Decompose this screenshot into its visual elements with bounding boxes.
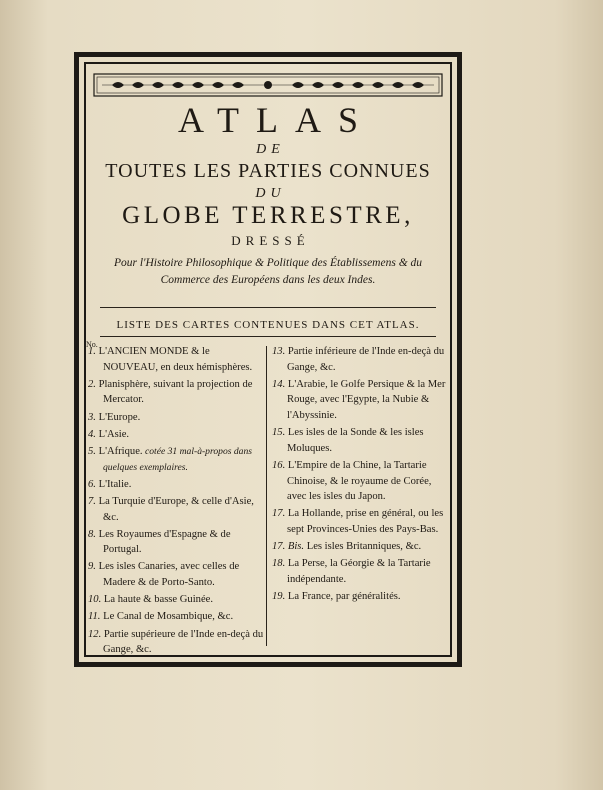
- right-column: [272, 344, 446, 606]
- item-title: L'Afrique.: [98, 445, 143, 457]
- item-title: Les isles Britanniques, &c.: [306, 541, 422, 553]
- item-number: 17.: [272, 508, 288, 520]
- item-number: 2.: [88, 378, 99, 390]
- item-title: L'Europe.: [98, 411, 141, 423]
- item-number: 1.: [88, 346, 99, 357]
- item-number: 3.: [88, 411, 99, 423]
- item-note: cotée 31 mal-à-propos dans quelques exemplaires.: [103, 445, 253, 473]
- item-title: La Turquie d'Europe, & celle d'Asie, &c.: [98, 495, 254, 523]
- list-item: [88, 377, 264, 408]
- item-title: Les isles Canaries, avec celles de Madere & de Porto-Santo.: [98, 561, 240, 589]
- line-dresse: DRESSÉ: [231, 233, 310, 248]
- list-item: [88, 627, 264, 658]
- item-title: Les Royaumes d'Espagne & de Portugal.: [98, 528, 231, 556]
- item-title: La Perse, la Géorgie & la Tartarie indépendante.: [287, 558, 431, 585]
- title-atlas: ATLAS: [177, 100, 375, 140]
- item-number: 17.: [272, 541, 288, 553]
- item-title: La haute & basse Guinée.: [103, 594, 214, 606]
- item-number: 7.: [88, 495, 99, 507]
- item-title: La France, par généralités.: [287, 591, 401, 603]
- item-title: Planisphère, suivant la projection de Mercator.: [98, 378, 253, 406]
- line-parties: TOUTES LES PARTIES CONNUES: [105, 160, 431, 182]
- item-title: L'Arabie, le Golfe Persique & la Mer Rouge, avec l'Egypte, la Nubie & l'Abyssinie.: [287, 378, 446, 421]
- ornament-band: [92, 70, 444, 100]
- line-de: DE: [256, 142, 285, 157]
- list-item: [272, 589, 446, 605]
- item-title: Les isles de la Sonde & les isles Moluques.: [287, 427, 424, 454]
- list-item: [272, 377, 446, 424]
- item-number: 5.: [88, 445, 99, 457]
- rule-top: [100, 307, 436, 308]
- item-bis: Bis.: [287, 541, 307, 553]
- item-title: Partie supérieure de l'Inde en-deçà du Gange, &c.: [103, 628, 264, 656]
- column-divider: [266, 346, 267, 646]
- list-item: [88, 344, 264, 375]
- item-number: 8.: [88, 528, 99, 540]
- line-globe: GLOBE TERRESTRE,: [122, 202, 414, 229]
- subtitle-line-1: Pour l'Histoire Philosophique & Politique des Établissemens & du: [113, 257, 423, 269]
- list-item: [88, 609, 264, 625]
- list-item: [88, 410, 264, 426]
- item-number: 14.: [272, 378, 288, 390]
- line-du: DU: [255, 186, 286, 201]
- item-number: 6.: [88, 478, 99, 490]
- list-heading: LISTE DES CARTES CONTENUES DANS CET ATLAS.: [116, 319, 420, 331]
- list-item: [272, 458, 446, 505]
- item-number: 10.: [88, 594, 104, 606]
- item-title: Partie inférieure de l'Inde en-deçà du Gange, &c.: [287, 346, 445, 373]
- item-title: L'Empire de la Chine, la Tartarie Chinoise, & le royaume de Corée, avec les isles du Japon.: [287, 459, 432, 503]
- item-title: La Hollande, prise en général, ou les sept Provinces-Unies des Pays-Bas.: [287, 508, 444, 535]
- list-item: [88, 427, 264, 443]
- item-number: 4.: [88, 428, 99, 440]
- item-number: 16.: [272, 459, 288, 471]
- item-title: L'Asie.: [98, 428, 130, 440]
- list-item: [88, 444, 264, 475]
- left-column: [88, 344, 264, 659]
- list-item: [88, 494, 264, 525]
- list-item: [272, 425, 446, 456]
- subtitle: [92, 255, 444, 289]
- item-number: 13.: [272, 346, 288, 357]
- list-item: [272, 506, 446, 537]
- list-item: [272, 539, 446, 555]
- item-title: Le Canal de Mosambique, &c.: [103, 611, 234, 623]
- number-label: No.: [86, 340, 98, 349]
- list-item: [272, 556, 446, 587]
- list-item: [88, 477, 264, 493]
- item-number: 9.: [88, 561, 99, 573]
- item-number: 15.: [272, 427, 288, 439]
- list-item: [88, 559, 264, 590]
- list-item: [88, 527, 264, 558]
- item-number: 19.: [272, 591, 288, 603]
- list-item: [272, 344, 446, 375]
- list-item: [88, 592, 264, 608]
- item-title: L'ANCIEN MONDE & le NOUVEAU, en deux hémisphères.: [98, 346, 253, 373]
- item-number: 11.: [88, 611, 104, 623]
- subtitle-line-2: Commerce des Européens dans les deux Indes.: [160, 274, 376, 286]
- item-number: 18.: [272, 558, 288, 570]
- item-title: L'Italie.: [98, 478, 132, 490]
- rule-under-heading: [100, 336, 436, 337]
- item-number: 12.: [88, 628, 104, 640]
